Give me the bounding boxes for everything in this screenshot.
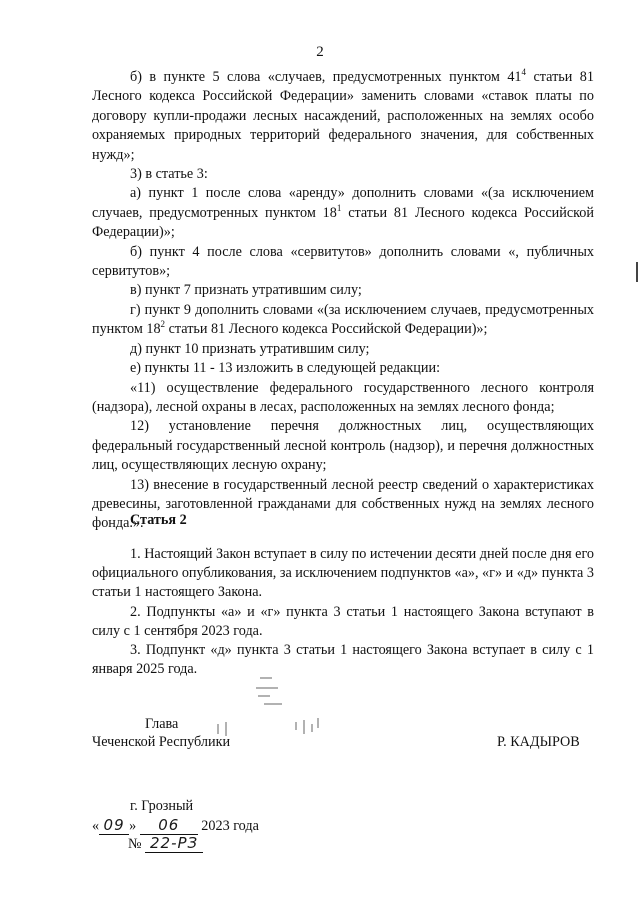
paragraph-point13: 13) внесение в государственный лесной реестр сведений о характеристиках древесины, заготовленной гражданами для собственных нужд на землях лесного фонда.». [92, 476, 594, 532]
amendments-text [92, 68, 594, 534]
page-number: 2 [316, 44, 324, 60]
law-number-handwritten: 22-РЗ [145, 834, 203, 853]
article-2-paragraph-2: 2. Подпункты «а» и «г» пункта 3 статьи 1 настоящего Закона вступают в силу с 1 сентября 2023 года. [92, 603, 594, 639]
law-number [128, 834, 203, 853]
article-2-text [92, 545, 594, 679]
paragraph-item-e-points11-13: е) пункты 11 - 13 изложить в следующей редакции: [130, 360, 441, 377]
paragraph-item-b-point5: б) в пункте 5 слова «случаев, предусмотренных пунктом $41^4$ статьи 81 Лесного кодекса Российской Федерации» заменить словами «ставок платы по договору купли-продажи лесных насаждений, расположенных на землях особо охраняемых природных территорий федерального значения, для собственных нужд»; [92, 67, 594, 163]
paragraph-point11: «11) осуществление федерального государственного лесного контроля (надзора), лесной охраны в лесах, расположенных на землях лесного фонда; [92, 379, 594, 415]
signatory-post-line-2: Чеченской Республики [92, 734, 231, 750]
paragraph-item-a-point1: а) пункт 1 после слова «аренду» дополнить словами «(за исключением случаев, предусмотренных пунктом $18^1$ статьи 81 Лесного кодекса Российской Федерации)»; [92, 185, 594, 241]
paragraph-item-d-point10: д) пункт 10 признать утратившим силу; [130, 340, 370, 357]
signing-date [92, 816, 259, 835]
paragraph-point12: 12) установление перечня должностных лиц, осуществляющих федеральный государственный лесной контроль (надзор), и перечня должностных лиц, осуществляющих лесную охрану; [92, 418, 594, 474]
date-quote-open: « [92, 818, 100, 834]
paragraph-item-g-point9: г) пункт 9 дополнить словами «(за исключением случаев, предусмотренных пунктом $18^2$ статьи 81 Лесного кодекса Российской Федерации)»; [92, 301, 594, 338]
article-2-paragraph-1: 1. Настоящий Закон вступает в силу по истечении десяти дней после дня его официального опубликования, за исключением подпунктов «а», «г» и «д» пункта 3 статьи 1 настоящего Закона. [92, 546, 594, 601]
paragraph-item-v-point7: в) пункт 7 признать утратившим силу; [130, 282, 362, 299]
number-sign: № [128, 836, 142, 852]
signatory-name: Р. КАДЫРОВ [497, 734, 580, 750]
paragraph-item-b-point4: б) пункт 4 после слова «сервитутов» дополнить словами «, публичных сервитутов»; [92, 243, 594, 280]
date-year: 2023 года [201, 818, 259, 834]
article-2-paragraph-3: 3. Подпункт «д» пункта 3 статьи 1 настоящего Закона вступает в силу с 1 января 2025 года. [92, 642, 594, 678]
date-quote-close: » [129, 818, 137, 834]
date-day-handwritten: 09 [99, 816, 129, 835]
article-2-title: Статья 2 [130, 512, 187, 528]
signatory-post-line-1: Глава [145, 716, 179, 732]
date-month-handwritten: 06 [140, 816, 198, 835]
city-of-signing: г. Грозный [130, 798, 194, 814]
paragraph-article3-header: 3) в статье 3: [130, 166, 208, 183]
scan-edge-mark [636, 262, 638, 282]
